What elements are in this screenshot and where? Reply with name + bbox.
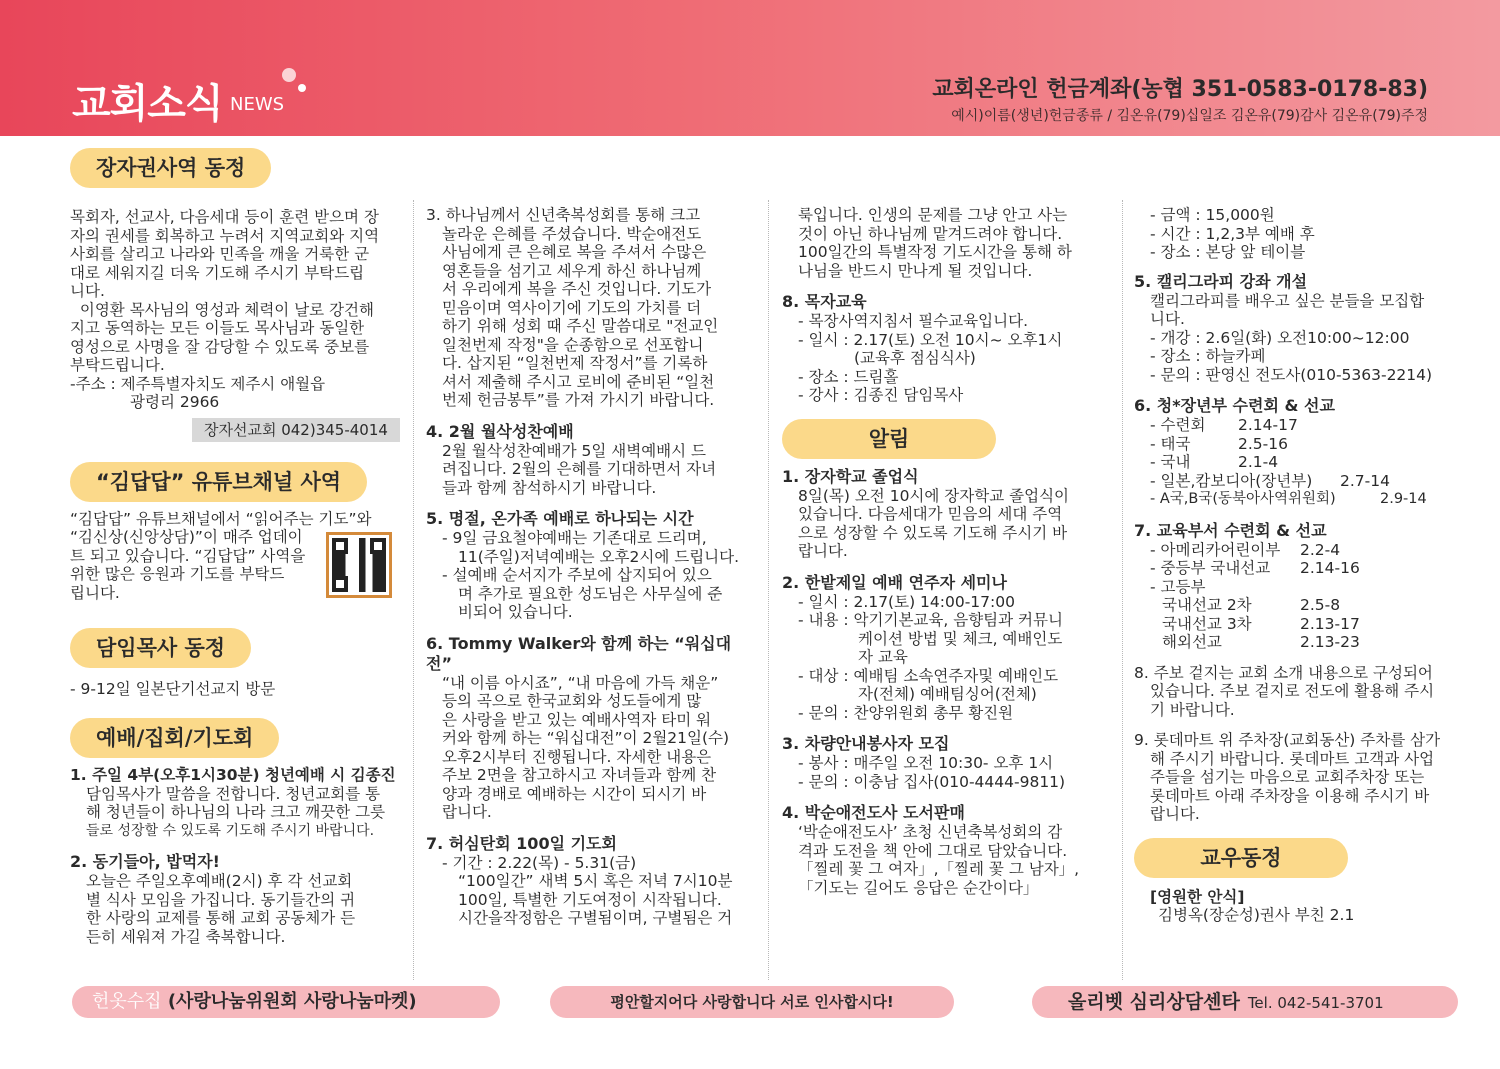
text-line: - 설예배 순서지가 주보에 삽지되어 있으	[442, 566, 712, 584]
text-line: 롯데마트 아래 주차장을 이용해 주시기 바	[1150, 786, 1430, 805]
notice-3-body	[782, 754, 1112, 791]
schedule-label: - 일본,캄보디아(장년부)	[1150, 471, 1313, 490]
column-2	[426, 206, 756, 928]
schedule-date: 2.13-17	[1300, 614, 1360, 633]
text-line: 8일(목) 오전 10시에 장자학교 졸업식이	[798, 486, 1070, 505]
text-line: 3. 하나님께서 신년축복성회를 통해 크고	[426, 206, 701, 224]
section-title-members: 교우동정	[1134, 838, 1348, 878]
address-line: -주소 : 제주특별자치도 제주시 애월읍	[70, 374, 326, 393]
notice-2-body	[782, 593, 1112, 723]
worship-item-6-body	[426, 674, 756, 822]
worship-item-6-title: 6. Tommy Walker와 함께 하는 “워십대전”	[426, 633, 732, 673]
schedule-label: - 중등부 국내선교	[1150, 559, 1271, 577]
text-line: 립니다.	[70, 583, 120, 602]
schedule-label: - 국내	[1150, 453, 1191, 471]
text-line: - 장소 : 본당 앞 테이블	[1150, 243, 1306, 261]
schedule-row	[1150, 435, 1464, 454]
decorative-dots-icon	[282, 68, 296, 82]
text-line: 은 사랑을 받고 있는 예배사역자 타미 워	[442, 710, 712, 729]
text-line: 서 우리에게 복을 주신 것입니다. 기도가	[442, 280, 712, 298]
schedule-row	[1150, 472, 1464, 491]
text-line: 있습니다. 다음세대가 믿음의 세대 주역	[798, 505, 1063, 523]
worship-item-2-title: 2. 동기들아, 밥먹자!	[70, 852, 220, 871]
page-subtitle: NEWS	[230, 94, 285, 115]
text-line: 니다.	[70, 282, 105, 300]
text-line: - 일시 : 2.17(토) 오전 10시~ 오후1시	[798, 330, 1063, 349]
text-line: 으로 성장할 수 있도록 기도해 주시기 바	[798, 523, 1068, 542]
text-line: “내 이름 아시죠”, “내 마음에 가득 채운”	[442, 673, 719, 692]
text-line: “김신상(신앙상담)”이 매주 업데이	[70, 528, 303, 546]
notice-1-body	[782, 487, 1112, 561]
worship-item-1	[70, 766, 400, 840]
text-line: 주보 2면을 참고하시고 자녀들과 함께 찬	[442, 766, 717, 784]
schedule-label: 국내선교 2차	[1162, 596, 1252, 614]
schedule-label: - 수련회	[1150, 416, 1206, 434]
text-line: 「기도는 길어도 응답은 순간이다」	[798, 878, 1039, 897]
page-title: 교회소식	[72, 81, 223, 127]
text-line: “100일간” 새벽 5시 혹은 저녁 7시10분	[458, 872, 733, 890]
text-line: - 시간 : 1,2,3부 예배 후	[1150, 224, 1315, 243]
text-line: - 일시 : 2.17(토) 14:00-17:00	[798, 592, 1015, 611]
text-line: - 장소 : 드림홀	[798, 367, 899, 386]
text-line: 별 식사 모임을 가집니다. 동기들간의 귀	[86, 890, 356, 909]
text-line: 비되어 있습니다.	[458, 603, 573, 621]
text-line: 「찔레 꽃 그 여자」,「찔레 꽃 그 남자」,	[798, 860, 1080, 878]
memorial-title: [영원한 안식]	[1150, 887, 1245, 906]
text-line: 8. 주보 겉지는 교회 소개 내용으로 구성되어	[1134, 663, 1433, 682]
text-line: - 문의 : 찬양위원회 총무 황진원	[798, 703, 1014, 722]
schedule-date: 2.7-14	[1340, 471, 1390, 490]
text-line: 영혼들을 섬기고 세우게 하신 하나님께	[442, 261, 702, 280]
footer-greeting: 평안할지어다 사랑합니다 서로 인사합시다!	[550, 986, 954, 1018]
worship-item-5-body	[426, 529, 756, 622]
text-line: - 9일 금요철야예배는 기존대로 드리며,	[442, 529, 707, 547]
text-line: 놀라운 은혜를 주셨습니다. 박순애전도	[442, 224, 702, 243]
schedule-row	[1150, 559, 1464, 578]
footer-counseling-tel: Tel. 042-541-3701	[1247, 994, 1384, 1012]
schedule-label: - 고등부	[1150, 577, 1206, 596]
text-line: 케이션 방법 및 체크, 예배인도	[858, 629, 1063, 648]
text-line: - 봉사 : 매주일 오전 10:30- 오후 1시	[798, 754, 1054, 772]
text-line: 니다.	[1150, 310, 1185, 328]
footer-counseling-name: 올리벳 심리상담센타	[1068, 991, 1240, 1013]
worship-item-8-title: 8. 목자교육	[782, 292, 867, 311]
address-line: 광령리 2966	[130, 393, 220, 411]
text-line: - 문의 : 이충남 집사(010-4444-9811)	[798, 772, 1066, 791]
text-line: ‘박순애전도사’ 초청 신년축복성회의 감	[798, 823, 1063, 841]
contact-box: 장자선교회 042)345-4014	[192, 418, 400, 442]
notice-6-body	[1134, 416, 1464, 509]
schedule-row	[1150, 578, 1464, 597]
schedule-label: - A국,B국(동북아사역위원회)	[1150, 491, 1336, 507]
notice-4-body	[782, 823, 1112, 897]
text-line: 이영환 목사님의 영성과 체력이 날로 강건해	[70, 300, 375, 319]
offering-example: 예시)이름(생년)헌금종류 / 김온유(79)십일조 김온유(79)감사 김온유(79)주정	[951, 108, 1428, 124]
column-divider	[768, 200, 769, 980]
text-line: 캘리그라피를 배우고 싶은 분들을 모집합	[1150, 291, 1425, 310]
schedule-label: 국내선교 3차	[1162, 614, 1252, 633]
section-title-jangjagwon: 장자권사역 동정	[70, 148, 271, 188]
text-line: 자 교육	[858, 648, 908, 666]
worship-item-4-title: 4. 2월 월삭성찬예배	[426, 421, 574, 441]
schedule-row	[1150, 596, 1464, 615]
text-line: 100일, 특별한 기도여정이 시작됩니다.	[458, 890, 722, 909]
text-line: 주들을 섬기는 마음으로 교회주차장 또는	[1150, 768, 1425, 786]
notice-1-title: 1. 장자학교 졸업식	[782, 466, 919, 486]
text-line: 담임목사가 말씀을 전합니다. 청년교회를 통	[86, 784, 381, 803]
notice-5-title: 5. 캘리그라피 강좌 개설	[1134, 271, 1308, 291]
text-line: 랍니다.	[442, 803, 492, 821]
section-title-youtube: “김답답” 유튜브채널 사역	[70, 462, 367, 502]
schedule-date: 2.1-4	[1238, 453, 1279, 471]
footer-clothes-collection	[72, 986, 500, 1018]
text-line: 2월 월삭성찬예배가 5일 새벽예배시 드	[442, 441, 707, 460]
text-line: 부탁드립니다.	[70, 356, 165, 374]
footer-clothes-detail: (사랑나눔위원회 사랑나눔마켓)	[161, 991, 417, 1012]
section-title-pastor: 담임목사 동정	[70, 628, 251, 668]
schedule-row	[1150, 490, 1464, 509]
column-3	[782, 206, 1112, 897]
text-line: 셔서 제출해 주시고 로비에 준비된 “일천	[442, 372, 715, 391]
text-line: - 문의 : 판영신 전도사(010-5363-2214)	[1150, 365, 1433, 384]
schedule-date: 2.14-17	[1238, 416, 1298, 434]
text-line: 지고 동역하는 모든 이들도 목사님과 동일한	[70, 319, 365, 337]
schedule-label: - 아메리카어린이부	[1150, 540, 1281, 559]
text-line: - 개강 : 2.6일(화) 오전10:00~12:00	[1150, 328, 1410, 347]
schedule-row	[1150, 615, 1464, 634]
text-line: 일천번제 작정"을 순종함으로 선포합니	[442, 335, 704, 354]
schedule-row	[1150, 453, 1464, 472]
text-line: 들과 함께 참석하시기 바랍니다.	[442, 478, 657, 497]
text-line: 자의 권세를 회복하고 누려서 지역교회와 지역	[70, 226, 380, 245]
text-line: 사회를 살리고 나라와 민족을 깨울 거룩한 군	[70, 245, 370, 263]
text-line: 자(전체) 예배팀싱어(전체)	[858, 685, 1037, 703]
footer-clothes-label: 헌옷수집	[92, 991, 162, 1012]
text-line: 해 청년들이 하나님의 나라 크고 깨끗한 그릇	[86, 803, 386, 821]
text-line: 믿음이며 역사이기에 기도의 가치를 더	[442, 298, 702, 317]
text-line: 100일간의 특별작정 기도시간을 통해 하	[798, 243, 1072, 261]
text-line: - 목장사역지침서 필수교육입니다.	[798, 312, 1028, 330]
text-line: 커와 함께 하는 “워십대전”이 2월21일(수)	[442, 729, 730, 747]
notice-5-body	[1134, 292, 1464, 385]
jangjagwon-body	[70, 208, 400, 442]
footer-counseling	[1032, 986, 1458, 1018]
text-line: 한 사랑의 교제를 통해 교회 공동체가 든	[86, 909, 356, 927]
text-line: “김답답” 유튜브채널에서 “읽어주는 기도”와	[70, 509, 372, 528]
schedule-date: 2.5-8	[1300, 596, 1341, 614]
text-line: - 내용 : 악기기본교육, 음향팀과 커뮤니	[798, 611, 1063, 629]
notice-2-title: 2. 한밭제일 예배 연주자 세미나	[782, 572, 1007, 592]
text-line: 며 추가로 필요한 성도님은 사무실에 준	[458, 584, 723, 603]
notice-7-title: 7. 교육부서 수련회 & 선교	[1134, 520, 1327, 540]
column-4	[1134, 206, 1464, 925]
schedule-label: - 태국	[1150, 434, 1191, 453]
schedule-date: 2.9-14	[1380, 491, 1427, 507]
worship-item-7-body	[426, 854, 756, 928]
text-line: 해 주시기 바랍니다. 롯데마트 고객과 사업	[1150, 749, 1435, 768]
schedule-date: 2.5-16	[1238, 434, 1288, 453]
text-line: 등의 곡으로 한국교회와 성도들에게 많	[442, 692, 702, 710]
text-line: 목회자, 선교사, 다음세대 등이 훈련 받으며 장	[70, 208, 379, 226]
text-line: 것이 아닌 하나님께 맡겨드려야 합니다.	[798, 224, 1063, 243]
notice-4-cont	[1134, 206, 1464, 262]
schedule-date: 2.13-23	[1300, 633, 1360, 651]
notice-3-title: 3. 차량안내봉사자 모집	[782, 734, 950, 753]
youtube-body	[70, 510, 400, 620]
text-line: 위한 많은 응원과 기도를 부탁드	[70, 565, 285, 583]
header-banner	[0, 0, 1500, 136]
text-line: - 대상 : 예배팀 소속연주자및 예배인도	[798, 666, 1059, 685]
notice-9	[1134, 731, 1464, 824]
text-line: 다. 삽지된 “일천번제 작정서”를 기록하	[442, 354, 708, 372]
text-line: - 금액 : 15,000원	[1150, 206, 1275, 224]
text-line: 든히 세워져 가길 축복합니다.	[86, 927, 286, 946]
offering-account: 교회온라인 헌금계좌(농협 351-0583-0178-83)	[932, 77, 1428, 102]
text-line: 영성으로 사명을 잘 감당할 수 있도록 중보를	[70, 337, 370, 356]
worship-item-5-title: 5. 명절, 온가족 예배로 하나되는 시간	[426, 509, 694, 528]
text-line: 기 바랍니다.	[1150, 700, 1235, 719]
worship-item-4-body	[426, 442, 756, 498]
text-line: 랍니다.	[798, 542, 848, 560]
text-line: 룩입니다. 인생의 문제를 그냥 안고 사는	[798, 206, 1068, 224]
notice-7-body	[1134, 541, 1464, 652]
qr-code-icon[interactable]	[326, 532, 392, 598]
text-line: 대로 세워지길 더욱 기도해 주시기 부탁드립	[70, 263, 365, 282]
notice-6-title: 6. 청*장년부 수련회 & 선교	[1134, 396, 1335, 415]
schedule-row	[1150, 541, 1464, 560]
text-line: 11(주일)저녁예배는 오후2시에 드립니다.	[458, 547, 740, 566]
text-line: 격과 도전을 책 안에 그대로 담았습니다.	[798, 841, 1068, 860]
notice-4-title: 4. 박순애전도사 도서판매	[782, 803, 965, 822]
text-line: 트 되고 있습니다. “김답답” 사역을	[70, 546, 306, 565]
text-line: 1. 주일 4부(오후1시30분) 청년예배 시 김종진	[70, 766, 396, 784]
decorative-dot-small-icon	[298, 84, 306, 92]
text-line: 들로 성장할 수 있도록 기도해 주시기 바랍니다.	[86, 822, 375, 839]
text-line: (교육후 점심식사)	[854, 349, 976, 367]
text-line: - 강사 : 김종진 담임목사	[798, 386, 964, 404]
worship-item-7-title: 7. 허심탄회 100일 기도회	[426, 833, 617, 853]
column-divider	[413, 200, 414, 980]
text-line: 오후2시부터 진행됩니다. 자세한 내용은	[442, 747, 712, 766]
text-line: 오늘은 주일오후예배(2시) 후 각 선교회	[86, 872, 353, 890]
text-line: 나님을 반드시 만나게 될 것입니다.	[798, 261, 1033, 280]
schedule-row	[1150, 633, 1464, 652]
worship-item-8-body	[782, 312, 1112, 405]
notice-8	[1134, 664, 1464, 720]
schedule-date: 2.2-4	[1300, 540, 1341, 559]
worship-item-3	[426, 206, 756, 410]
section-title-notice: 알림	[782, 419, 996, 459]
text-line: - 장소 : 하늘카페	[1150, 347, 1266, 365]
text-line: 사님에게 큰 은혜로 복을 주셔서 수많은	[442, 243, 707, 261]
memorial-entry: 김병옥(장순성)권사 부친 2.1	[1158, 906, 1355, 924]
worship-item-2-body	[70, 872, 400, 946]
text-line: 있습니다. 주보 겉지로 전도에 활용해 주시	[1150, 682, 1435, 700]
section-title-worship: 예배/집회/기도회	[70, 718, 279, 758]
text-line: 번제 헌금봉투”를 가져 가시기 바랍니다.	[442, 391, 715, 409]
text-line: - 기간 : 2.22(목) - 5.31(금)	[442, 853, 637, 872]
text-line: 양과 경배로 예배하는 시간이 되시기 바	[442, 784, 707, 803]
text-line: 하기 위해 성회 때 주신 말씀대로 "전교인	[442, 317, 719, 335]
text-line: 려집니다. 2월의 은혜를 기대하면서 자녀	[442, 460, 717, 478]
schedule-date: 2.14-16	[1300, 559, 1360, 577]
pastor-schedule: - 9-12일 일본단기선교지 방문	[70, 679, 276, 698]
schedule-label: 해외선교	[1162, 633, 1222, 651]
column-1	[70, 148, 400, 946]
column-divider	[1122, 200, 1123, 980]
text-line: 시간을작정함은 구별됨이며, 구별됨은 거	[458, 909, 733, 927]
worship-item-7-cont	[782, 206, 1112, 280]
text-line: 랍니다.	[1150, 805, 1200, 823]
schedule-row	[1150, 416, 1464, 435]
text-line: 9. 롯데마트 위 주차장(교회동산) 주차를 삼가	[1134, 731, 1441, 749]
